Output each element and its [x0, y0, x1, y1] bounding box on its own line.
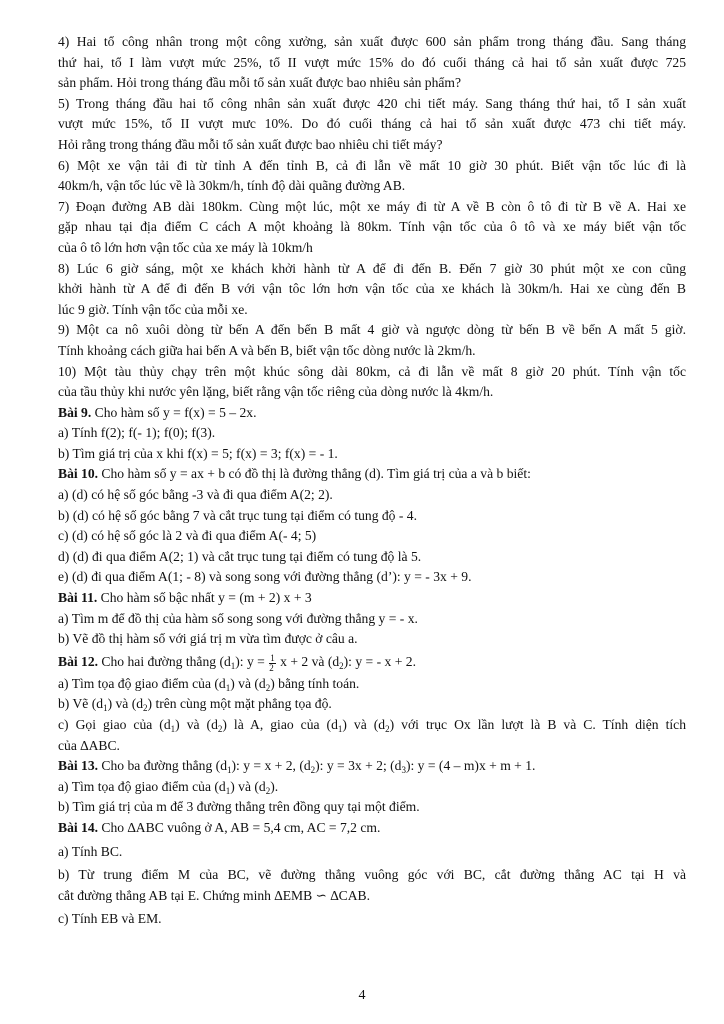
- text-fragment: ) với trục Ox lần lượt là B và C. Tính diện tích: [389, 717, 687, 732]
- text-line: khởi hành từ A để đi đến B với vận tôc lớn hơn vận tốc của xe khách là 30km/h. Hai xe cùng đến B: [58, 281, 686, 297]
- text-line: của tầu thủy khi nước yên lặng, biết rằng vận tốc riêng của dòng nước là 4km/h.: [58, 384, 494, 400]
- text-line: b) Tìm giá trị của x khi f(x) = 5; f(x) = 3; f(x) = - 1.: [58, 445, 338, 461]
- text-fragment: ) và (d: [107, 696, 144, 712]
- exercise-heading: [58, 588, 686, 609]
- text-fragment: ) trên cùng một mặt phẳng tọa độ.: [147, 696, 332, 712]
- problem-6: [58, 156, 686, 197]
- subscript: 2: [265, 682, 271, 693]
- exercise-heading: [58, 403, 686, 424]
- text-fragment: c) Gọi giao của (d: [58, 717, 171, 732]
- text-fragment: ) và (d: [230, 778, 266, 794]
- text-fragment: x + 2 và (d: [276, 653, 340, 669]
- fraction-denominator: 2: [269, 662, 274, 673]
- exercise-label: Bài 13.: [58, 758, 99, 774]
- text-fragment: ): y = - x + 2.: [343, 653, 416, 669]
- text-line: 7) Đoạn đường AB dài 180km. Cùng một lúc, một xe máy đi từ A về B còn ô tô đi từ B về A. Hai xe: [58, 198, 686, 214]
- problem-8: [58, 259, 686, 321]
- text-fragment: ).: [270, 778, 279, 794]
- text-line: Tính khoảng cách giữa hai bến A và bến B, biết vận tốc dòng nước là 2km/h.: [58, 342, 476, 358]
- text-line: Hỏi rằng trong tháng đầu mỗi tổ sản xuất được bao nhiêu chi tiết máy?: [58, 136, 443, 152]
- exercise-heading: [58, 818, 686, 839]
- exercise-label: Bài 11.: [58, 590, 98, 606]
- exercise-stem: Cho ∆ABC vuông ở A, AB = 5,4 cm, AC = 7,2 cm.: [98, 819, 381, 835]
- exercise-label: Bài 14.: [58, 819, 99, 835]
- text-line: lúc 9 giờ. Tính vận tốc của mỗi xe.: [58, 301, 248, 317]
- text-fragment: ): y = 3x + 2; (d: [315, 758, 402, 774]
- text-fragment: ) và (d: [175, 717, 218, 732]
- text-line: của ô tô lớn hơn vận tốc của xe máy là 10km/h: [58, 239, 313, 255]
- text-line: [58, 694, 686, 715]
- text-line: b) Vẽ đồ thị hàm số với giá trị m vừa tìm được ở câu a.: [58, 631, 358, 647]
- text-fragment: ) bằng tính toán.: [270, 675, 360, 691]
- text-fragment: b) Vẽ (d: [58, 696, 104, 712]
- text-line: thứ hai, tổ I làm vượt mức 25%, tổ II vượt mức 15% do đó cuối tháng cả hai tổ sản xuất được 725: [58, 54, 686, 70]
- exercise-10: [58, 464, 686, 588]
- text-line: b) (d) có hệ số góc bằng 7 và cắt trục tung tại điểm có tung độ - 4.: [58, 507, 417, 523]
- text-line: sản phẩm. Hỏi trong tháng đầu mỗi tổ sản xuất được bao nhiêu sản phẩm?: [58, 75, 462, 91]
- exercise-stem: Cho hàm số y = ax + b có đồ thị là đường thẳng (d). Tìm giá trị của a và b biết:: [98, 466, 531, 482]
- problem-4: [58, 32, 686, 94]
- text-line: c) Tính EB và EM.: [58, 911, 162, 927]
- exercise-label: Bài 10.: [58, 466, 99, 482]
- problem-10: [58, 362, 686, 403]
- exercise-14: [58, 818, 686, 930]
- text-fragment: a) Tìm tọa độ giao điểm của (d: [58, 778, 226, 794]
- subscript: 1: [337, 724, 343, 734]
- fraction-numerator: 1: [270, 652, 275, 663]
- text-line: cắt đường thẳng AB tại E. Chứng minh ∆EMB ∽ ∆CAB.: [58, 887, 370, 903]
- text-line: b) Từ trung điểm M của BC, vẽ đường thẳng vuông góc với BC, cắt đường thẳng AC tại H và: [58, 867, 686, 883]
- subscript: 1: [170, 724, 176, 734]
- page-number: 4: [358, 988, 366, 1003]
- problem-5: [58, 94, 686, 156]
- subscript: 2: [217, 724, 223, 734]
- document-body: [58, 32, 686, 930]
- text-fragment: ): y =: [235, 653, 269, 669]
- text-line: a) (d) có hệ số góc bằng -3 và đi qua điểm A(2; 2).: [58, 487, 333, 503]
- text-line: 9) Một ca nô xuôi dòng từ bến A đến bến B mất 4 giờ và ngược dòng từ bến B về bến A mất 5 giờ.: [58, 322, 686, 338]
- text-fragment: Cho ba đường thẳng (d: [98, 758, 227, 774]
- text-fragment: ): y = (4 – m)x + m + 1.: [405, 758, 536, 774]
- exercise-9: [58, 403, 686, 465]
- text-fragment: Cho hai đường thẳng (d: [98, 653, 231, 669]
- fraction: [269, 654, 276, 673]
- text-line: 8) Lúc 6 giờ sáng, một xe khách khởi hành từ A để đi đến B. Đến 7 giờ 30 phút một xe con cũng: [58, 260, 686, 276]
- text-line: [58, 777, 686, 798]
- text-line: 4) Hai tổ công nhân trong một công xưởng, sản xuất được 600 sản phẩm trong tháng đầu. Sang tháng: [58, 34, 686, 49]
- text-line: d) (d) đi qua điểm A(2; 1) và cắt trục tung tại điểm có tung độ là 5.: [58, 548, 422, 564]
- text-line: 5) Trong tháng đầu hai tổ công nhân sản xuất được 420 chi tiết máy. Sang tháng thứ hai, tổ I sản xuất: [58, 95, 686, 111]
- exercise-12: [58, 650, 686, 756]
- subscript: 1: [225, 682, 231, 693]
- subscript: 2: [265, 785, 271, 796]
- exercise-label: Bài 12.: [58, 653, 99, 669]
- exercise-heading: [58, 756, 686, 777]
- text-fragment: ) là A, giao của (d: [222, 717, 338, 732]
- subscript: 2: [339, 660, 344, 671]
- text-line: 6) Một xe vận tải đi từ tỉnh A đến tỉnh B, cả đi lẫn về mất 10 giờ 30 phút. Biết vận tốc lúc đi là: [58, 157, 686, 173]
- exercise-11: [58, 588, 686, 650]
- exercise-stem: Cho hàm số bậc nhất y = (m + 2) x + 3: [97, 590, 312, 606]
- text-line: [58, 674, 686, 695]
- text-line: a) Tính f(2); f(- 1); f(0); f(3).: [58, 425, 216, 441]
- text-fragment: ) và (d: [230, 675, 266, 691]
- text-fragment: a) Tìm tọa độ giao điểm của (d: [58, 675, 226, 691]
- subscript: 1: [103, 703, 108, 714]
- text-fragment: ) và (d: [342, 717, 386, 732]
- subscript: 2: [310, 765, 316, 776]
- subscript: 2: [143, 703, 148, 714]
- text-line: a) Tìm m để đồ thị của hàm số song song với đường thẳng y = - x.: [58, 610, 418, 626]
- text-line: của ∆ABC.: [58, 737, 120, 753]
- text-line: [58, 715, 686, 736]
- subscript: 1: [230, 660, 236, 671]
- problem-9: [58, 320, 686, 361]
- exercise-heading: [58, 464, 686, 485]
- exercise-13: [58, 756, 686, 818]
- text-line: a) Tính BC.: [58, 843, 123, 859]
- subscript: 1: [227, 765, 232, 776]
- exercise-heading: [58, 650, 686, 674]
- text-line: b) Tìm giá trị của m để 3 đường thẳng trên đồng quy tại một điểm.: [58, 799, 420, 815]
- exercise-stem: Cho hàm số y = f(x) = 5 – 2x.: [91, 404, 257, 420]
- subscript: 3: [401, 765, 406, 776]
- exercise-label: Bài 9.: [58, 404, 92, 420]
- text-line: 40km/h, vận tốc lúc về là 30km/h, tính độ dài quãng đường AB.: [58, 178, 406, 194]
- subscript: 1: [225, 785, 231, 796]
- text-line: vượt mức 15%, tổ II vượt mưc 10%. Do đó cuối tháng cả hai tổ sản xuất được 473 chi tiết máy.: [58, 116, 686, 132]
- text-line: gặp nhau tại địa điểm C cách A một khoảng là 80km. Tính vận tốc của ô tô và xe máy biết vận tốc: [58, 219, 686, 235]
- subscript: 2: [385, 724, 390, 734]
- text-line: e) (d) đi qua điểm A(1; - 8) và song song với đường thẳng (d’): y = - 3x + 9.: [58, 569, 472, 585]
- text-line: 10) Một tàu thủy chạy trên một khúc sông dài 80km, cả đi lẫn về mất 8 giờ 20 phút. Tính vận tốc: [58, 363, 686, 379]
- text-line: c) (d) có hệ số góc là 2 và đi qua điểm A(- 4; 5): [58, 528, 317, 544]
- problem-7: [58, 197, 686, 259]
- text-fragment: ): y = x + 2, (d: [231, 758, 311, 774]
